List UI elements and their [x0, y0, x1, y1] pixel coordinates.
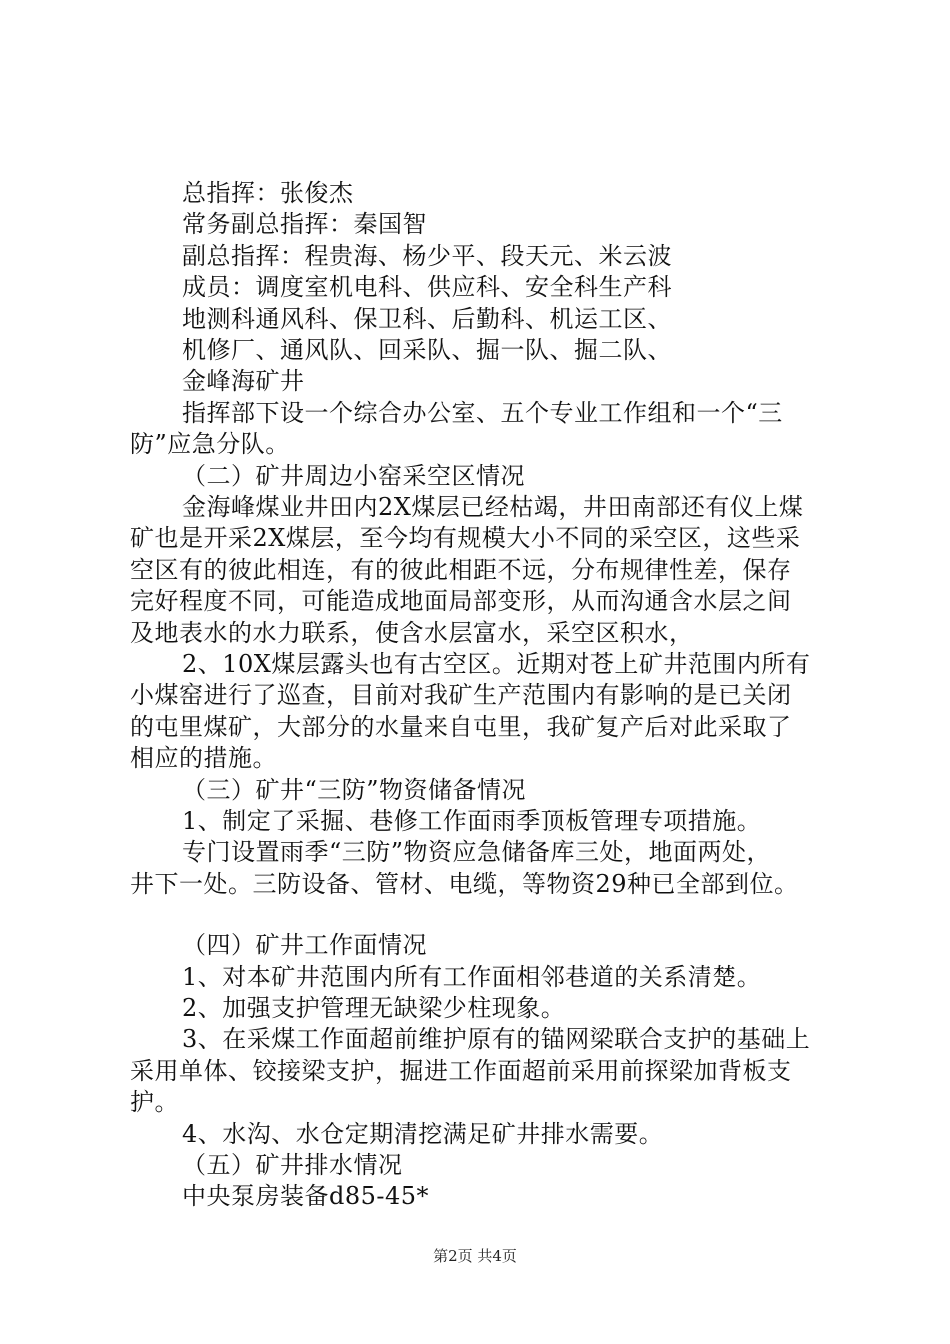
- section-heading: （三）矿井“三防”物资储备情况: [182, 775, 527, 804]
- text-line: 4、水沟、水仓定期清挖满足矿井排水需要。: [182, 1119, 664, 1148]
- text-line: 井下一处。三防设备、管材、电缆，等物资29种已全部到位。: [130, 869, 799, 898]
- text-line: 专门设置雨季“三防”物资应急储备库三处，地面两处，: [182, 838, 772, 867]
- page-footer: 第2页 共4页: [433, 1247, 517, 1265]
- text-line: 指挥部下设一个综合办公室、五个专业工作组和一个“三: [182, 398, 783, 427]
- text-line: 完好程度不同，可能造成地面局部变形，从而沟通含水层之间: [130, 587, 792, 616]
- text-line: 总指挥：张俊杰: [182, 179, 354, 207]
- text-line: 金海峰煤业井田内2X煤层已经枯竭，井田南部还有仪上煤: [182, 493, 804, 521]
- text-line: 及地表水的水力联系，使含水层富水，采空区积水，: [130, 618, 694, 647]
- text-line: 成员：调度室机电科、供应科、安全科生产科: [182, 273, 672, 302]
- section-heading: （二）矿井周边小窑采空区情况: [182, 461, 525, 490]
- text-line: 机修厂、通风队、回采队、掘一队、掘二队、: [182, 336, 672, 364]
- text-line: 的屯里煤矿，大部分的水量来自屯里，我矿复产后对此采取了: [130, 712, 792, 741]
- section-heading: （五）矿井排水情况: [182, 1151, 403, 1179]
- text-line: 2、加强支护管理无缺梁少柱现象。: [182, 994, 566, 1022]
- text-line: 金峰海矿井: [182, 367, 305, 396]
- section-heading: （四）矿井工作面情况: [182, 931, 427, 960]
- text-line: 地测科通风科、保卫科、后勤科、机运工区、: [182, 304, 672, 333]
- text-line: 相应的措施。: [130, 744, 277, 773]
- text-line: 防”应急分队。: [130, 430, 290, 459]
- text-line: 3、在采煤工作面超前维护原有的锚网梁联合支护的基础上: [182, 1025, 811, 1054]
- text-line: 小煤窑进行了巡查，目前对我矿生产范围内有影响的是已关闭: [130, 681, 792, 710]
- text-line: 空区有的彼此相连，有的彼此相距不远，分布规律性差，保存: [130, 555, 792, 584]
- text-line: 1、对本矿井范围内所有工作面相邻巷道的关系清楚。: [182, 962, 762, 991]
- text-line: 中央泵房装备d85-45*: [182, 1182, 430, 1211]
- text-line: 1、制定了采掘、巷修工作面雨季顶板管理专项措施。: [182, 807, 762, 835]
- text-line: 护。: [130, 1088, 179, 1117]
- text-line: 2、10X煤层露头也有古空区。近期对苍上矿井范围内所有: [182, 650, 811, 678]
- text-line: 矿也是开采2X煤层，至今均有规模大小不同的采空区，这些采: [130, 524, 801, 553]
- text-line: 采用单体、铰接梁支护，掘进工作面超前采用前探梁加背板支: [130, 1056, 792, 1085]
- text-line: 常务副总指挥：秦国智: [182, 210, 427, 239]
- text-line: 副总指挥：程贵海、杨少平、段天元、米云波: [182, 241, 672, 270]
